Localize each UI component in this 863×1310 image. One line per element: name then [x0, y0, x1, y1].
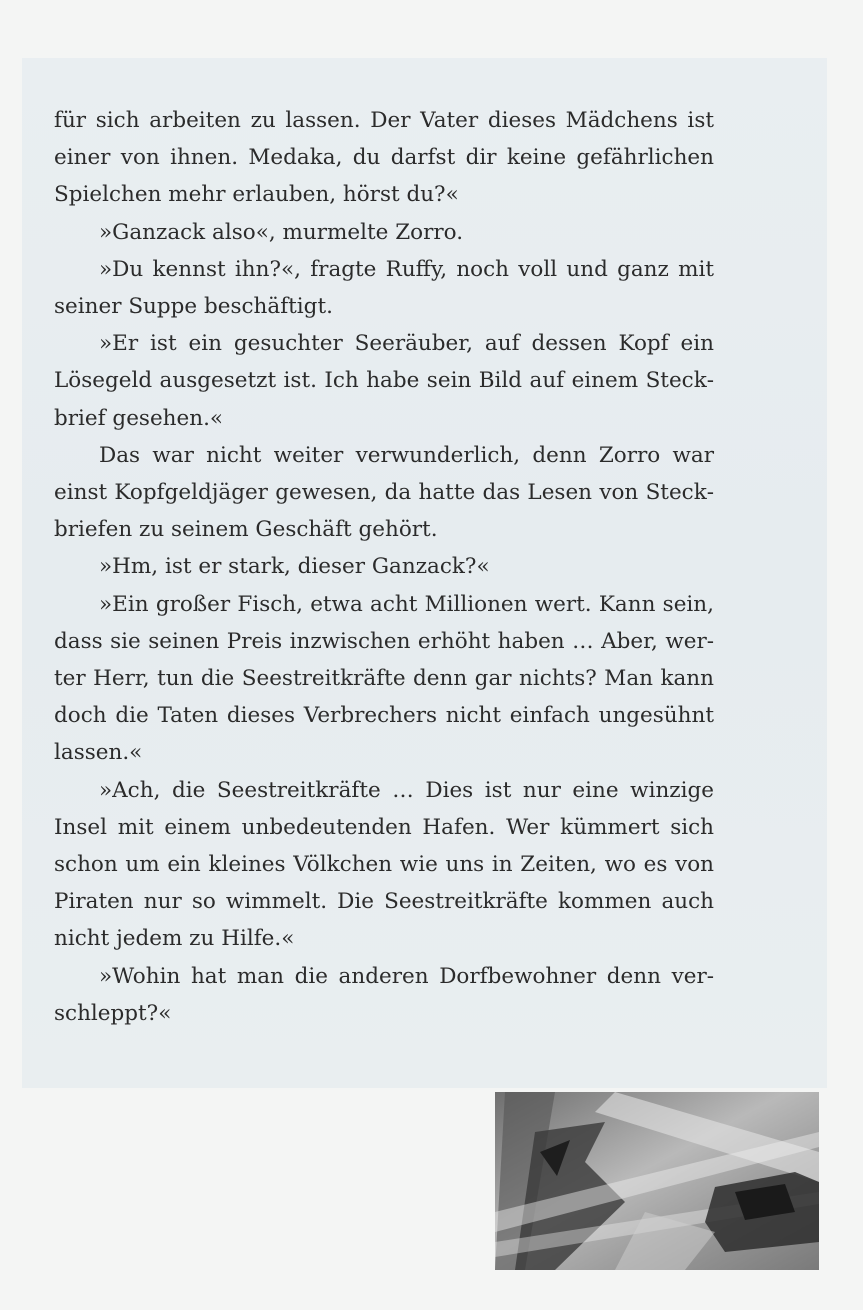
paragraph: »Ganzack also«, murmelte Zorro.: [99, 219, 464, 245]
paragraph: »Hm, ist er stark, dieser Ganzack?«: [99, 554, 490, 580]
paragraph: Das war nicht weiter verwunderlich, denn Zorro war einst Kopfgeldjäger gewesen, da hatte das Lesen von Steckbriefen zu seinem Geschäft gehört.: [54, 442, 714, 543]
paragraph: »Du kennst ihn?«, fragte Ruffy, noch voll und ganz mit seiner Suppe beschäftigt.: [54, 256, 714, 320]
paragraph: »Wohin hat man die anderen Dorfbewohner denn verschleppt?«: [54, 963, 714, 1026]
paragraph: »Ach, die Seestreitkräfte … Dies ist nur eine winzige Insel mit einem unbedeutenden Hafen. Wer kümmert sich schon um ein kleines Völkchen wie uns in Zeiten, wo es von Piraten nur so wimmelt. Die Seestreitkräfte kommen auch nicht jedem zu Hilfe.«: [54, 777, 714, 952]
manga-illustration-icon: [495, 1092, 819, 1270]
paragraph: »Ein großer Fisch, etwa acht Millionen wert. Kann sein, dass sie seinen Preis inzwischen erhöht haben … Aber, werter Herr, tun die Seestreitkräfte denn gar nichts? Man kann doch die Taten dieses Verbrechers nicht einfach ungesühnt lassen.«: [54, 591, 714, 766]
paragraph: »Er ist ein gesuchter Seeräuber, auf dessen Kopf ein Lösegeld ausgesetzt ist. Ich habe sein Bild auf einem Steckbrief gesehen.«: [54, 331, 714, 431]
paragraph: für sich arbeiten zu lassen. Der Vater dieses Mädchens ist einer von ihnen. Medaka, du darfst dir keine gefährlichen Spielchen mehr erlauben, hörst du?«: [54, 108, 714, 208]
body-text: [54, 102, 714, 1032]
